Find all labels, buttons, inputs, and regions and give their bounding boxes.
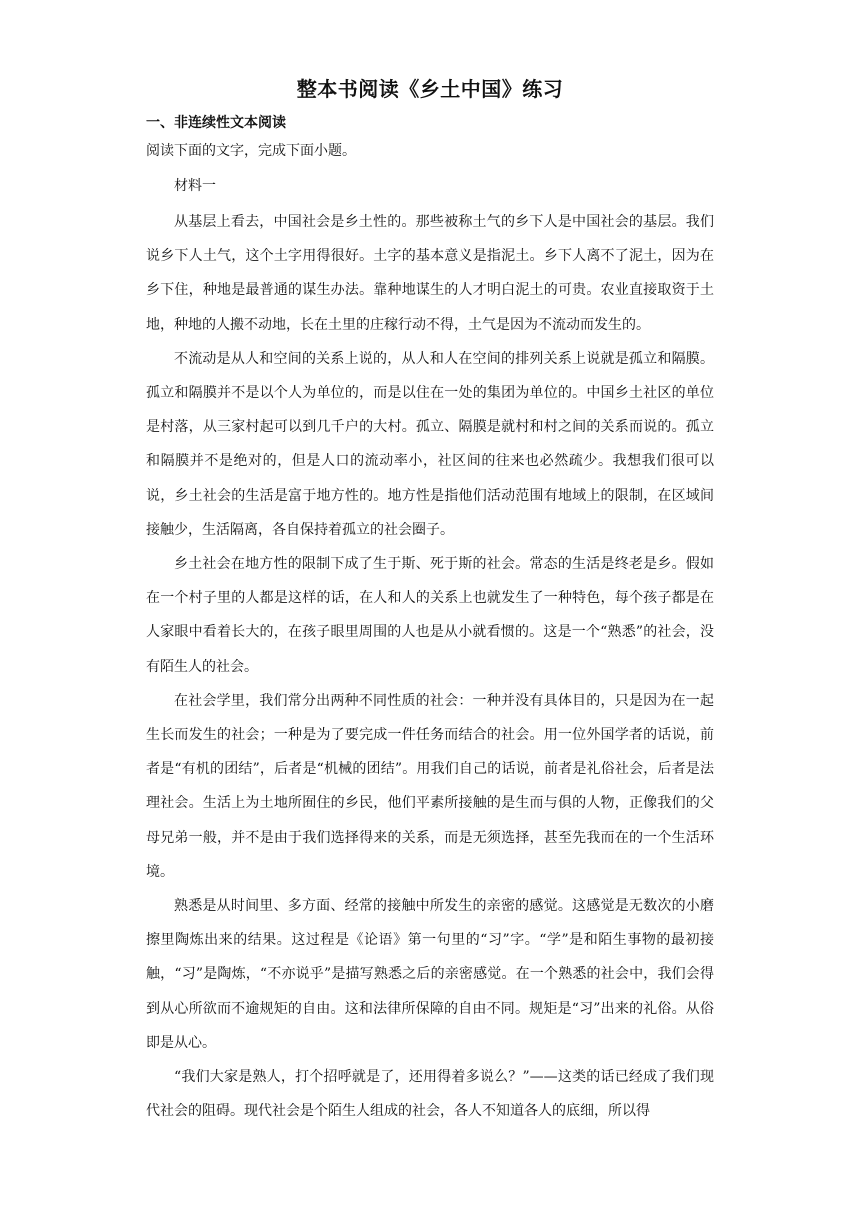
reading-instruction: 阅读下面的文字，完成下面小题。: [146, 143, 356, 159]
document-title: 整本书阅读《乡土中国》练习: [296, 77, 564, 101]
section-heading: 一、非连续性文本阅读: [146, 115, 286, 131]
material-body: [146, 205, 714, 1128]
paragraph: 乡土社会在地方性的限制下成了生于斯、死于斯的社会。常态的生活是终老是乡。假如在一个村子里的人都是这样的话，在人和人的关系上也就发生了一种特色，每个孩子都是在人家眼中看着长大的，在孩子眼里周围的人也是从小就看惯的。这是一个“熟悉”的社会，没有陌生人的社会。: [146, 556, 714, 675]
paragraph: 不流动是从人和空间的关系上说的，从人和人在空间的排列关系上说就是孤立和隔膜。孤立和隔膜并不是以个人为单位的，而是以住在一处的集团为单位的。中国乡土社区的单位是村落，从三家村起可以到几千户的大村。孤立、隔膜是就村和村之间的关系而说的。孤立和隔膜并不是绝对的，但是人口的流动率小，社区间的往来也必然疏少。我想我们很可以说，乡土社会的生活是富于地方性的。地方性是指他们活动范围有地域上的限制，在区域间接触少，生活隔离，各自保持着孤立的社会圈子。: [146, 350, 714, 538]
paragraph: “我们大家是熟人，打个招呼就是了，还用得着多说么？”——这类的话已经成了我们现代社会的阻碍。现代社会是个陌生人组成的社会，各人不知道各人的底细，所以得: [146, 1069, 714, 1120]
paragraph: 在社会学里，我们常分出两种不同性质的社会：一种并没有具体目的，只是因为在一起生长而发生的社会；一种是为了要完成一件任务而结合的社会。用一位外国学者的话说，前者是“有机的团结”，后者是“机械的团结”。用我们自己的话说，前者是礼俗社会，后者是法理社会。生活上为土地所囿住的乡民，他们平素所接触的是生而与俱的人物，正像我们的父母兄弟一般，并不是由于我们选择得来的关系，而是无须选择，甚至先我而在的一个生活环境。: [146, 692, 714, 880]
paragraph: 熟悉是从时间里、多方面、经常的接触中所发生的亲密的感觉。这感觉是无数次的小磨擦里陶炼出来的结果。这过程是《论语》第一句里的“习”字。“学”是和陌生事物的最初接触，“习”是陶炼，“不亦说乎”是描写熟悉之后的亲密感觉。在一个熟悉的社会中，我们会得到从心所欲而不逾规矩的自由。这和法律所保障的自由不同。规矩是“习”出来的礼俗。从俗即是从心。: [146, 898, 714, 1051]
material-label: 材料一: [174, 178, 216, 194]
paragraph: 从基层上看去，中国社会是乡土性的。那些被称土气的乡下人是中国社会的基层。我们说乡下人土气，这个土字用得很好。土字的基本意义是指泥土。乡下人离不了泥土，因为在乡下住，种地是最普通的谋生办法。靠种地谋生的人才明白泥土的可贵。农业直接取资于土地，种地的人搬不动地，长在土里的庄稼行动不得，土气是因为不流动而发生的。: [146, 214, 714, 333]
